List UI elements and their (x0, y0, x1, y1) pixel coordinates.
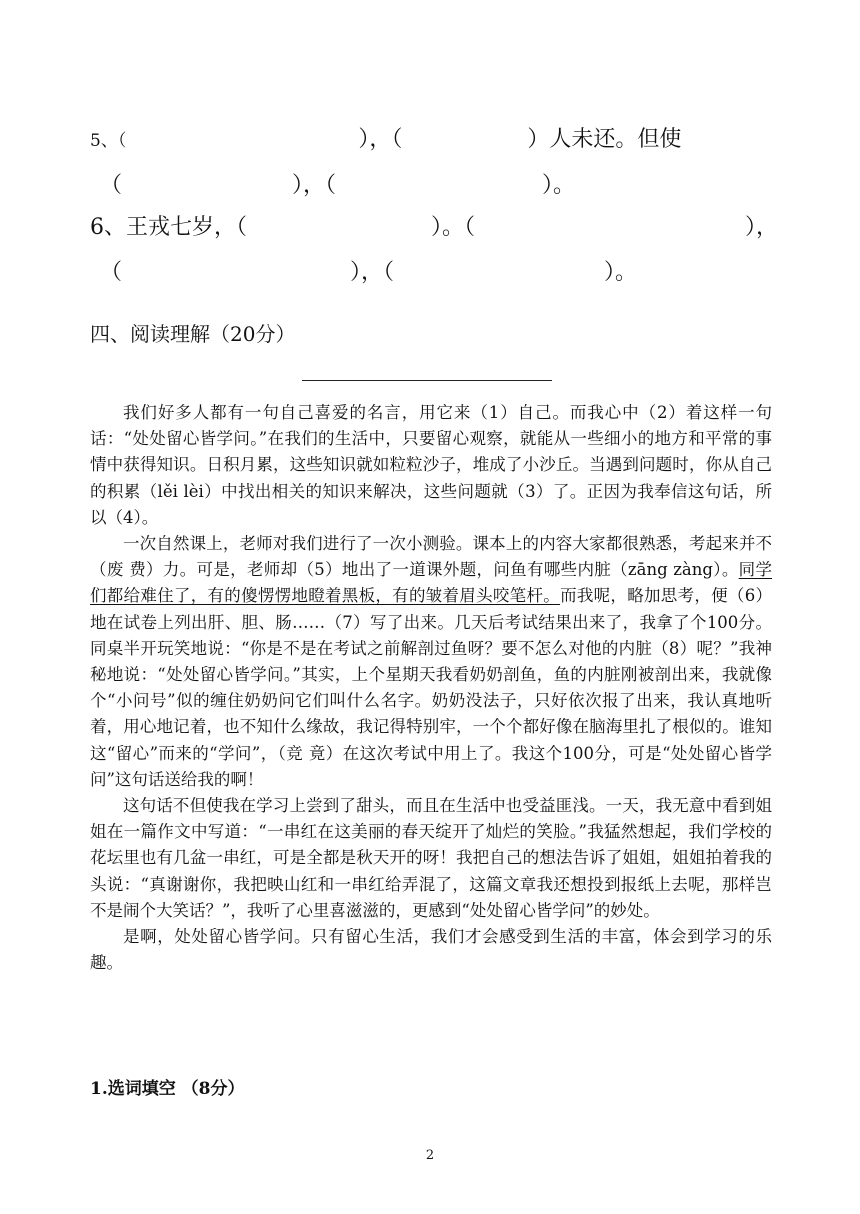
passage-text: 一次自然课上，老师对我们进行了一次小测验。课本上的内容大家都很熟悉，考起来并不（废 费）力。可是，老师却（5）地出了一道课外题，问鱼有哪些内脏（zāng zàng）。 (90, 534, 772, 580)
fill-text: ），（ (358, 127, 403, 152)
fill-item-5-line1 (90, 122, 681, 153)
passage-text: 而我呢，略加思考，便（6）地在试卷上列出肝、胆、肠……（7）写了出来。几天后考试结果出来了，我拿了个100分。同桌半开玩笑地说：“你是不是在考试之前解剖过鱼呀？要不怎么对他的内脏（8）呢？”我神秘地说：“处处留心皆学问。”其实，上个星期天我看奶奶剖鱼，鱼的内脏刚被剖出来，我就像个“小问号”似的缠住奶奶问它们叫什么名字。奶奶没法子，只好依次报了出来，我认真地听着，用心地记着，也不知什么缘故，我记得特别牢，一个个都好像在脑海里扎了根似的。谁知这“留心”而来的“学问”，（竞 竟）在这次考试中用上了。我这个100分，可是“处处留心皆学问”这句话送给我的啊！ (90, 586, 773, 789)
section-title: 四、阅读理解（20分） (90, 322, 296, 346)
passage-paragraph-4: 是啊，处处留心皆学问。只有留心生活，我们才会感受到生活的丰富，体会到学习的乐趣。 (90, 927, 772, 973)
fill-text: ）。（ (431, 215, 476, 240)
underlined-sentence: 同学们都给难住了，有的傻愣愣地瞪着黑板，有的皱着眉头咬笔杆。 (90, 560, 772, 606)
fill-text: ）。 (542, 173, 576, 198)
fill-text: ），（ (292, 173, 337, 198)
fill-text: ）， (745, 215, 779, 240)
fill-text: （ (100, 173, 123, 198)
fill-item-5-line2 (100, 168, 575, 199)
fill-item-6-line2 (100, 255, 637, 286)
fill-text: 5、（ (90, 131, 127, 151)
fill-text: （ (100, 260, 123, 285)
passage-paragraph-3: 这句话不但使我在学习上尝到了甜头，而且在生活中也受益匪浅。一天，我无意中看到姐姐在一篇作文中写道：“一串红在这美丽的春天绽开了灿烂的笑脸。”我猛然想起，我们学校的花坛里也有几盆一串红，可是全都是秋天开的呀！我把自己的想法告诉了姐姐，姐姐拍着我的头说：“真谢谢你，我把映山红和一串红给弄混了，这篇文章我还想投到报纸上去呢，那样岂不是闹个大笑话？”，我听了心里喜滋滋的，更感到“处处留心皆学问”的妙处。 (90, 796, 772, 920)
passage-paragraph-1: 我们好多人都有一句自己喜爱的名言，用它来（1）自己。而我心中（2）着这样一句话：“处处留心皆学问。”在我们的生活中，只要留心观察，就能从一些细小的地方和平常的事情中获得知识。日积月累，这些知识就如粒粒沙子，堆成了小沙丘。当遇到问题时，你从自己的积累（lěi lèi）中找出相关的知识来解决，这些问题就（3）了。正因为我奉信这句话，所以（4）。 (90, 403, 772, 527)
fill-text: ）。 (604, 260, 638, 285)
passage-paragraph-2 (90, 531, 772, 793)
fill-text: 6、王戎七岁，（ (90, 215, 247, 240)
question-1-title: 1.选词填空 （8分） (90, 1079, 245, 1099)
fill-text: ），（ (350, 260, 395, 285)
page-number: 2 (425, 1148, 435, 1163)
passage-title-blank[interactable] (302, 380, 552, 381)
fill-text: ）人未还。但使 (527, 127, 682, 152)
reading-passage (90, 400, 772, 976)
fill-item-6-line1 (90, 210, 778, 241)
